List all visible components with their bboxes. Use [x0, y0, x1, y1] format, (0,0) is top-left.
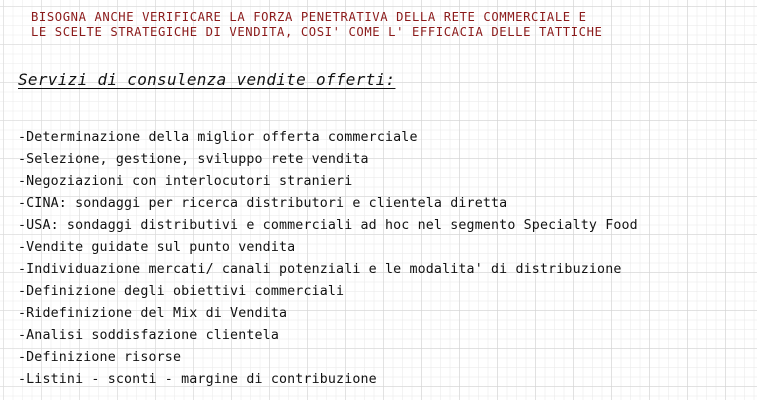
intro-heading-line-2: LE SCELTE STRATEGICHE DI VENDITA, COSI' COME L' EFFICACIA DELLE TATTICHE: [31, 25, 603, 39]
service-item: -Negoziazioni con interlocutori stranieri: [18, 174, 353, 189]
service-item: -Determinazione della miglior offerta commerciale: [18, 130, 418, 145]
service-item: -Ridefinizione del Mix di Vendita: [18, 306, 288, 321]
service-item: -Analisi soddisfazione clientela: [18, 328, 279, 343]
service-item: -Individuazione mercati/ canali potenziali e le modalita' di distribuzione: [18, 262, 622, 277]
service-item: -USA: sondaggi distributivi e commerciali ad hoc nel segmento Specialty Food: [18, 218, 638, 233]
service-item: -Definizione risorse: [18, 350, 182, 365]
service-item: -Listini - sconti - margine di contribuzione: [18, 372, 377, 387]
service-item: -Definizione degli obiettivi commerciali: [18, 284, 345, 299]
service-item: -Vendite guidate sul punto vendita: [18, 240, 296, 255]
service-item: -Selezione, gestione, sviluppo rete vendita: [18, 152, 369, 167]
services-list: [18, 127, 638, 391]
service-item: -CINA: sondaggi per ricerca distributori e clientela diretta: [18, 196, 508, 211]
intro-heading: [31, 10, 603, 40]
intro-heading-line-1: BISOGNA ANCHE VERIFICARE LA FORZA PENETRATIVA DELLA RETE COMMERCIALE E: [31, 10, 587, 24]
section-title: Servizi di consulenza vendite offerti:: [18, 70, 396, 89]
